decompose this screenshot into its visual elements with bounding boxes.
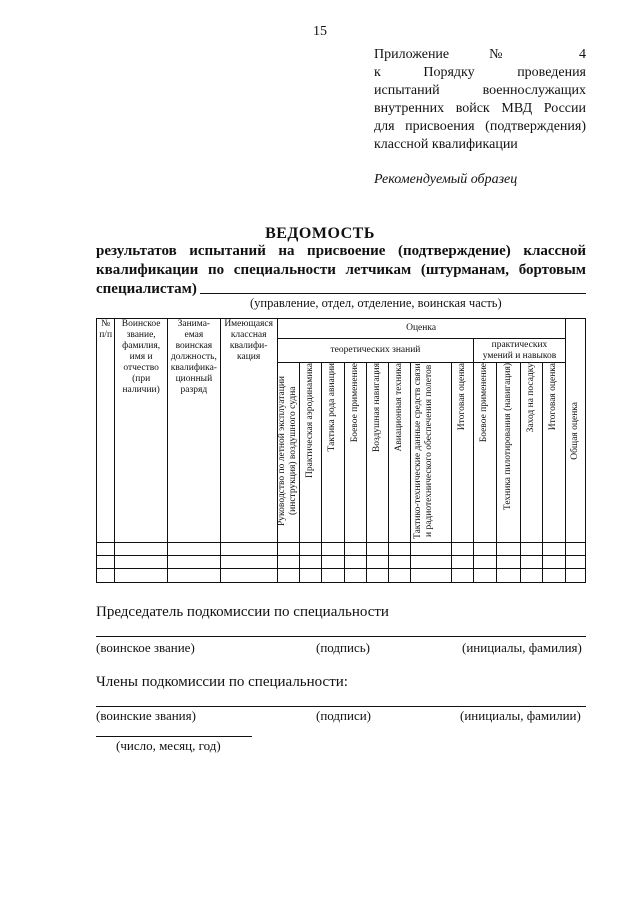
col-position-line: ционный bbox=[175, 374, 213, 384]
members-signature-line bbox=[96, 706, 586, 707]
col-rank-line: фамилия, bbox=[122, 341, 161, 351]
appendix-header bbox=[374, 46, 586, 154]
members-signatures-caption: (подписи) bbox=[316, 708, 371, 723]
col-header-theory-manual bbox=[277, 363, 299, 543]
table-cell bbox=[277, 569, 299, 583]
col-position-line: квалифика- bbox=[170, 363, 217, 373]
practical-line: практических bbox=[491, 339, 548, 350]
table-cell bbox=[496, 569, 520, 583]
table-cell bbox=[344, 569, 366, 583]
theory-final-label: Итоговая оценка bbox=[457, 363, 468, 431]
table-cell bbox=[97, 569, 115, 583]
appendix-line: испытаний военнослужащих bbox=[374, 83, 586, 98]
col-class-line: квалифи- bbox=[229, 341, 268, 351]
table-cell bbox=[474, 569, 496, 583]
theory-aero-label: Практическая аэродинамика bbox=[305, 363, 316, 478]
table-cell bbox=[520, 569, 542, 583]
table-cell bbox=[411, 543, 452, 556]
table-cell bbox=[220, 569, 277, 583]
table-cell bbox=[543, 543, 565, 556]
table-cell bbox=[366, 556, 388, 569]
col-header-practical-piloting bbox=[496, 363, 520, 543]
table-cell bbox=[496, 543, 520, 556]
col-header-position bbox=[168, 319, 221, 543]
col-rank-line: Воинское bbox=[121, 319, 161, 329]
table-cell bbox=[220, 556, 277, 569]
col-header-theory-comms bbox=[411, 363, 452, 543]
chair-signature-caption: (подпись) bbox=[316, 640, 370, 655]
chair-title: Председатель подкомиссии по специальности bbox=[96, 604, 389, 620]
table-cell bbox=[322, 543, 344, 556]
assessment-header: Оценка bbox=[277, 319, 565, 339]
col-position-line: Занима- bbox=[177, 319, 211, 329]
col-header-number: № п/п bbox=[97, 319, 115, 543]
table-cell bbox=[565, 556, 585, 569]
col-header-theory-tactics bbox=[322, 363, 344, 543]
appendix-line: внутренних войск МВД России bbox=[374, 101, 586, 116]
table-cell bbox=[220, 543, 277, 556]
col-position-line: должность, bbox=[170, 352, 217, 362]
table-row bbox=[97, 543, 586, 556]
table-cell bbox=[97, 543, 115, 556]
col-header-theory-aero bbox=[299, 363, 321, 543]
chair-signature-line bbox=[96, 636, 586, 637]
col-rank-line: звание, bbox=[126, 330, 156, 340]
col-position-line: воинская bbox=[175, 341, 213, 351]
table-cell bbox=[168, 556, 221, 569]
members-ranks-caption: (воинские звания) bbox=[96, 708, 196, 723]
table-cell bbox=[565, 569, 585, 583]
document-subtitle bbox=[96, 242, 586, 299]
subtitle-line: специалистам) bbox=[96, 281, 197, 297]
table-cell bbox=[322, 569, 344, 583]
table-cell bbox=[411, 569, 452, 583]
theory-manual-label: Руководство по летной эксплуатации (инструкция) воздушного судна bbox=[277, 376, 299, 527]
table-cell bbox=[543, 556, 565, 569]
table-cell bbox=[366, 543, 388, 556]
table-cell bbox=[277, 556, 299, 569]
table-cell bbox=[389, 543, 411, 556]
col-header-practical-final bbox=[543, 363, 565, 543]
appendix-line: Приложение № 4 bbox=[374, 47, 586, 62]
table-cell bbox=[366, 569, 388, 583]
subtitle-line: результатов испытаний на присвоение (подтверждение) классной bbox=[96, 243, 586, 259]
col-class-line: кация bbox=[237, 352, 261, 362]
table-cell bbox=[97, 556, 115, 569]
table-cell bbox=[474, 543, 496, 556]
table-row bbox=[97, 569, 586, 583]
table-cell bbox=[543, 569, 565, 583]
col-header-rank bbox=[115, 319, 168, 543]
practical-final-label: Итоговая оценка bbox=[548, 363, 559, 431]
table-cell bbox=[299, 543, 321, 556]
table-cell bbox=[565, 543, 585, 556]
table-cell bbox=[389, 556, 411, 569]
table-cell bbox=[168, 543, 221, 556]
table-cell bbox=[389, 569, 411, 583]
table-cell bbox=[452, 543, 474, 556]
theory-navigation-label: Воздушная навигация bbox=[371, 363, 382, 453]
table-cell bbox=[520, 556, 542, 569]
table-cell bbox=[452, 556, 474, 569]
col-header-overall bbox=[565, 319, 585, 543]
table-cell bbox=[115, 556, 168, 569]
practical-landing-label: Заход на посадку bbox=[526, 363, 537, 433]
table-cell bbox=[277, 543, 299, 556]
appendix-line: классной квалификации bbox=[374, 137, 518, 152]
unit-underline bbox=[200, 293, 586, 294]
members-names-caption: (инициалы, фамилии) bbox=[460, 708, 581, 723]
col-header-theory-navigation bbox=[366, 363, 388, 543]
table-cell bbox=[299, 556, 321, 569]
col-header-theory-combat bbox=[344, 363, 366, 543]
table-cell bbox=[520, 543, 542, 556]
table-cell bbox=[496, 556, 520, 569]
table-cell bbox=[344, 556, 366, 569]
practical-combat-label: Боевое применение bbox=[479, 363, 490, 443]
table-cell bbox=[474, 556, 496, 569]
col-header-theory-aircraft bbox=[389, 363, 411, 543]
theory-tactics-label: Тактика рода авиации bbox=[327, 363, 338, 452]
col-header-practical-combat bbox=[474, 363, 496, 543]
subtitle-line: квалификации по специальности летчикам (штурманам, бортовым bbox=[96, 262, 586, 278]
col-class-line: классная bbox=[230, 330, 267, 340]
overall-label: Общая оценка bbox=[569, 401, 580, 460]
members-title: Члены подкомиссии по специальности: bbox=[96, 674, 348, 690]
col-header-theory-final bbox=[452, 363, 474, 543]
table-cell bbox=[344, 543, 366, 556]
chair-rank-caption: (воинское звание) bbox=[96, 640, 195, 655]
col-position-line: емая bbox=[184, 330, 204, 340]
col-rank-line: (при bbox=[132, 374, 151, 384]
date-caption: (число, месяц, год) bbox=[116, 738, 221, 753]
results-table bbox=[96, 318, 586, 583]
practical-piloting-label: Техника пилотирования (навигация) bbox=[502, 363, 513, 511]
table-cell bbox=[115, 569, 168, 583]
appendix-line: для присвоения (подтверждения) bbox=[374, 119, 586, 134]
col-rank-line: имя и bbox=[129, 352, 153, 362]
theory-aircraft-label: Авиационная техника bbox=[394, 363, 405, 452]
chair-name-caption: (инициалы, фамилия) bbox=[462, 640, 582, 655]
col-class-line: Имеющаяся bbox=[224, 319, 273, 329]
table-row bbox=[97, 556, 586, 569]
table-cell bbox=[115, 543, 168, 556]
theory-header: теоретических знаний bbox=[277, 339, 474, 363]
col-rank-line: отчество bbox=[123, 363, 159, 373]
col-rank-line: наличии) bbox=[122, 385, 160, 395]
table-cell bbox=[411, 556, 452, 569]
page-number: 15 bbox=[313, 24, 327, 39]
document-title: ВЕДОМОСТЬ bbox=[265, 225, 375, 242]
table-cell bbox=[322, 556, 344, 569]
appendix-line: к Порядку проведения bbox=[374, 65, 586, 80]
date-line bbox=[96, 736, 252, 737]
practical-line: умений и навыков bbox=[482, 350, 557, 361]
table-cell bbox=[452, 569, 474, 583]
practical-header bbox=[474, 339, 565, 363]
theory-combat-label: Боевое применение bbox=[349, 363, 360, 443]
col-position-line: разряд bbox=[180, 385, 208, 395]
table-cell bbox=[168, 569, 221, 583]
table-cell bbox=[299, 569, 321, 583]
recommended-sample-label: Рекомендуемый образец bbox=[374, 172, 518, 187]
theory-comms-label: Тактико-технические данные средств связи и радиотехнического обеспечения полетов bbox=[413, 363, 435, 539]
col-header-class bbox=[220, 319, 277, 543]
unit-caption: (управление, отдел, отделение, воинская часть) bbox=[250, 296, 502, 310]
col-header-practical-landing bbox=[520, 363, 542, 543]
